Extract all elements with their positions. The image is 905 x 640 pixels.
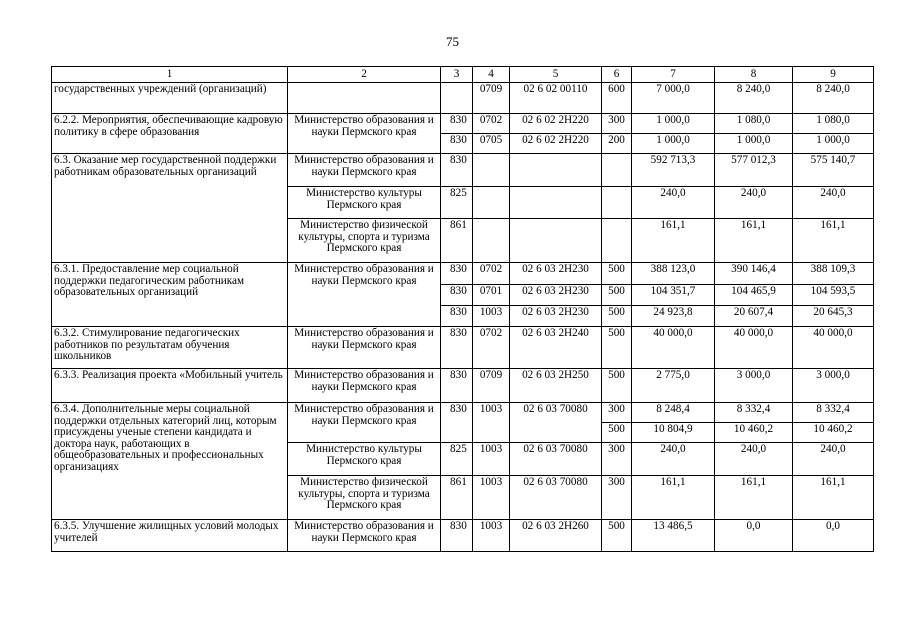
amount-col7: 104 351,7 [632, 285, 715, 306]
target-code: 02 6 03 2Н260 [510, 520, 602, 552]
ministry-name: Министерство образования и науки Пермского края [288, 403, 441, 443]
target-code [510, 219, 602, 263]
expense-type: 500 [602, 327, 632, 369]
ministry-name: Министерство образования и науки Пермского края [288, 154, 441, 187]
ministry-name: Министерство физической культуры, спорта и туризма Пермского края [288, 219, 441, 263]
amount-col8: 104 465,9 [715, 285, 793, 306]
section-code: 1003 [473, 443, 510, 476]
item-name: 6.3.4. Дополнительные меры социальной поддержки отдельных категорий лиц, которым присуждены ученые степени кандидата и доктора наук, работающих в общеобразовательных и профессиональных организациях [52, 403, 288, 520]
item-name: 6.2.2. Мероприятия, обеспечивающие кадровую политику в сфере образования [52, 114, 288, 154]
ministry-cell [288, 83, 441, 114]
admin-code: 830 [441, 327, 473, 369]
amount-col7: 161,1 [632, 476, 715, 520]
admin-code: 830 [441, 306, 473, 327]
amount-col9: 575 140,7 [793, 154, 874, 187]
admin-code: 830 [441, 520, 473, 552]
item-name: 6.3.5. Улучшение жилищных условий молодых учителей [52, 520, 288, 552]
section-code: 0709 [473, 83, 510, 114]
admin-code: 861 [441, 476, 473, 520]
section-code: 1003 [473, 476, 510, 520]
amount-col9: 161,1 [793, 219, 874, 263]
expense-type: 500 [602, 306, 632, 327]
amount-col8: 390 146,4 [715, 263, 793, 285]
expense-type [602, 154, 632, 187]
expense-type: 500 [602, 263, 632, 285]
amount-col9: 3 000,0 [793, 369, 874, 403]
amount-col8: 240,0 [715, 187, 793, 219]
admin-code: 830 [441, 369, 473, 403]
amount-col8: 20 607,4 [715, 306, 793, 327]
section-code: 0702 [473, 263, 510, 285]
amount-col9: 161,1 [793, 476, 874, 520]
amount-col7: 161,1 [632, 219, 715, 263]
amount-col9: 388 109,3 [793, 263, 874, 285]
section-code: 0709 [473, 369, 510, 403]
ministry-name: Министерство культуры Пермского края [288, 443, 441, 476]
expense-type: 300 [602, 114, 632, 134]
admin-code: 830 [441, 263, 473, 285]
column-header: 1 [52, 67, 288, 83]
amount-col8: 240,0 [715, 443, 793, 476]
amount-col7: 24 923,8 [632, 306, 715, 327]
admin-code: 830 [441, 285, 473, 306]
table-row [52, 114, 874, 134]
ministry-name: Министерство образования и науки Пермского края [288, 114, 441, 154]
expense-type: 600 [602, 83, 632, 114]
admin-code: 861 [441, 219, 473, 263]
admin-code: 830 [441, 403, 473, 443]
table-row [52, 263, 874, 285]
amount-col8: 161,1 [715, 219, 793, 263]
expense-type: 500 [602, 520, 632, 552]
target-code: 02 6 02 00110 [510, 83, 602, 114]
admin-code-cell [441, 83, 473, 114]
admin-code: 825 [441, 443, 473, 476]
table-row [52, 403, 874, 423]
table-row [52, 83, 874, 114]
column-header: 3 [441, 67, 473, 83]
section-code [473, 154, 510, 187]
expense-type: 200 [602, 134, 632, 154]
item-name: 6.3.1. Предоставление мер социальной поддержки педагогическим работникам образовательных организаций [52, 263, 288, 327]
amount-col8: 10 460,2 [715, 423, 793, 443]
section-code: 1003 [473, 403, 510, 443]
section-code: 1003 [473, 520, 510, 552]
ministry-name: Министерство образования и науки Пермского края [288, 263, 441, 327]
expense-type: 500 [602, 285, 632, 306]
ministry-name: Министерство образования и науки Пермского края [288, 327, 441, 369]
amount-col7: 10 804,9 [632, 423, 715, 443]
expense-type: 300 [602, 403, 632, 423]
column-header: 5 [510, 67, 602, 83]
amount-col7: 1 000,0 [632, 114, 715, 134]
table-row [52, 520, 874, 552]
target-code: 02 6 03 2Н240 [510, 327, 602, 369]
item-name: 6.3.2. Стимулирование педагогических работников по результатам обучения школьников [52, 327, 288, 369]
column-header: 2 [288, 67, 441, 83]
amount-col9: 104 593,5 [793, 285, 874, 306]
expense-type [602, 219, 632, 263]
target-code: 02 6 03 2Н230 [510, 285, 602, 306]
admin-code: 830 [441, 134, 473, 154]
amount-col9: 1 080,0 [793, 114, 874, 134]
target-code [510, 187, 602, 219]
admin-code: 830 [441, 154, 473, 187]
table-row [52, 327, 874, 369]
section-code: 0702 [473, 114, 510, 134]
amount-col8: 161,1 [715, 476, 793, 520]
budget-table [51, 66, 874, 552]
amount-col7: 240,0 [632, 187, 715, 219]
column-header: 4 [473, 67, 510, 83]
ministry-name: Министерство образования и науки Пермского края [288, 520, 441, 552]
column-header: 9 [793, 67, 874, 83]
item-name: государственных учреждений (организаций) [52, 83, 288, 114]
amount-col8: 3 000,0 [715, 369, 793, 403]
target-code: 02 6 03 2Н250 [510, 369, 602, 403]
expense-type: 500 [602, 423, 632, 443]
table-row [52, 369, 874, 403]
target-code: 02 6 03 2Н230 [510, 306, 602, 327]
section-code [473, 187, 510, 219]
target-code: 02 6 02 2Н220 [510, 114, 602, 134]
target-code: 02 6 02 2Н220 [510, 134, 602, 154]
amount-col9: 1 000,0 [793, 134, 874, 154]
section-code: 0702 [473, 327, 510, 369]
amount-col7: 40 000,0 [632, 327, 715, 369]
amount-col9: 20 645,3 [793, 306, 874, 327]
amount-col9: 240,0 [793, 187, 874, 219]
amount-col7: 388 123,0 [632, 263, 715, 285]
section-code: 0701 [473, 285, 510, 306]
section-code: 1003 [473, 306, 510, 327]
amount-col8: 577 012,3 [715, 154, 793, 187]
amount-col9: 40 000,0 [793, 327, 874, 369]
admin-code: 830 [441, 114, 473, 134]
expense-type: 300 [602, 476, 632, 520]
target-code: 02 6 03 2Н230 [510, 263, 602, 285]
target-code: 02 6 03 70080 [510, 476, 602, 520]
target-code: 02 6 03 70080 [510, 443, 602, 476]
expense-type [602, 187, 632, 219]
item-name: 6.3.3. Реализация проекта «Мобильный учитель [52, 369, 288, 403]
table-row [52, 154, 874, 187]
section-code [473, 219, 510, 263]
ministry-name: Министерство культуры Пермского края [288, 187, 441, 219]
amount-col7: 8 248,4 [632, 403, 715, 423]
column-header: 6 [602, 67, 632, 83]
target-code [510, 154, 602, 187]
expense-type: 300 [602, 443, 632, 476]
amount-col7: 1 000,0 [632, 134, 715, 154]
amount-col9: 8 240,0 [793, 83, 874, 114]
section-code: 0705 [473, 134, 510, 154]
amount-col7: 2 775,0 [632, 369, 715, 403]
amount-col8: 40 000,0 [715, 327, 793, 369]
column-header: 7 [632, 67, 715, 83]
page-number: 75 [446, 34, 459, 49]
amount-col9: 0,0 [793, 520, 874, 552]
target-code: 02 6 03 70080 [510, 403, 602, 443]
ministry-name: Министерство образования и науки Пермского края [288, 369, 441, 403]
amount-col7: 592 713,3 [632, 154, 715, 187]
ministry-name: Министерство физической культуры, спорта и туризма Пермского края [288, 476, 441, 520]
amount-col7: 240,0 [632, 443, 715, 476]
amount-col7: 7 000,0 [632, 83, 715, 114]
amount-col8: 1 080,0 [715, 114, 793, 134]
amount-col8: 8 332,4 [715, 403, 793, 423]
amount-col9: 10 460,2 [793, 423, 874, 443]
admin-code: 825 [441, 187, 473, 219]
amount-col8: 0,0 [715, 520, 793, 552]
amount-col8: 8 240,0 [715, 83, 793, 114]
amount-col9: 8 332,4 [793, 403, 874, 423]
column-header: 8 [715, 67, 793, 83]
amount-col7: 13 486,5 [632, 520, 715, 552]
amount-col9: 240,0 [793, 443, 874, 476]
amount-col8: 1 000,0 [715, 134, 793, 154]
item-name: 6.3. Оказание мер государственной поддержки работникам образовательных организаций [52, 154, 288, 263]
expense-type: 500 [602, 369, 632, 403]
header-row [52, 67, 874, 83]
